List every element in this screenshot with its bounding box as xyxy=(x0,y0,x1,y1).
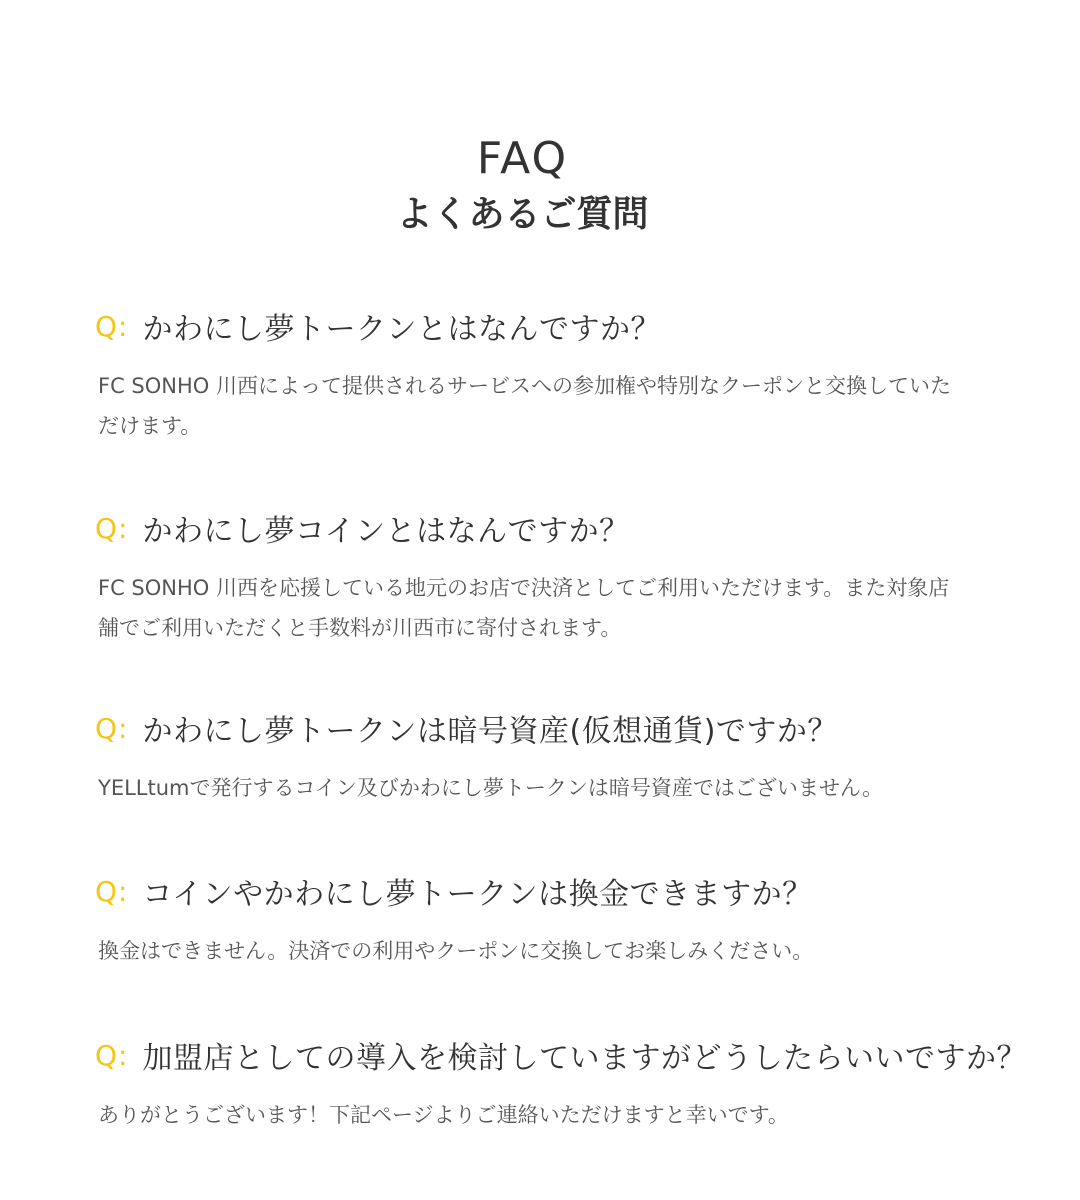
q-marker: Q: xyxy=(95,1038,129,1072)
q-marker: Q: xyxy=(95,874,129,908)
faq-answer-4: 換金はできません。決済での利用やクーポンに交換してお楽しみください。 xyxy=(98,939,814,963)
faq-question-3 xyxy=(95,706,1060,750)
faq-item-1 xyxy=(95,304,1060,446)
faq-item-5 xyxy=(95,1033,1060,1135)
faq-question-1 xyxy=(95,304,1060,348)
faq-answer-5: ありがとうございます！下記ページよりご連絡いただけますと幸いです。 xyxy=(98,1103,789,1127)
q-marker: Q: xyxy=(95,511,129,545)
faq-question-2 xyxy=(95,506,1060,550)
q-marker: Q: xyxy=(95,711,129,745)
faq-question-text: 加盟店としての導入を検討していますがどうしたらいいですか？ xyxy=(142,1041,1027,1076)
faq-question-5 xyxy=(95,1033,1060,1077)
faq-item-3 xyxy=(95,706,1060,808)
faq-question-text: かわにし夢コインとはなんですか？ xyxy=(142,514,630,549)
faq-answer-3: YELLtumで発行するコイン及びかわにし夢トークンは暗号資産ではございません。 xyxy=(98,776,884,800)
faq-answer-2: FC SONHO 川西を応援している地元のお店で決済としてご利用いただけます。また対象店舗でご利用いただくと手数料が川西市に寄付されます。 xyxy=(98,576,950,640)
faq-answer-1: FC SONHO 川西によって提供されるサービスへの参加権や特別なクーポンと交換していただけます。 xyxy=(98,374,951,438)
faq-question-text: かわにし夢トークンとはなんですか？ xyxy=(142,312,661,347)
faq-question-text: かわにし夢トークンは暗号資産(仮想通貨)ですか？ xyxy=(142,714,838,749)
faq-heading-ja: よくあるご質問 xyxy=(396,194,649,235)
q-marker: Q: xyxy=(95,309,129,343)
faq-question-text: コインやかわにし夢トークンは換金できますか？ xyxy=(142,877,813,912)
faq-item-2 xyxy=(95,506,1060,648)
faq-heading-en: FAQ xyxy=(476,133,569,184)
faq-question-4 xyxy=(95,869,1060,913)
faq-item-4 xyxy=(95,869,1060,971)
